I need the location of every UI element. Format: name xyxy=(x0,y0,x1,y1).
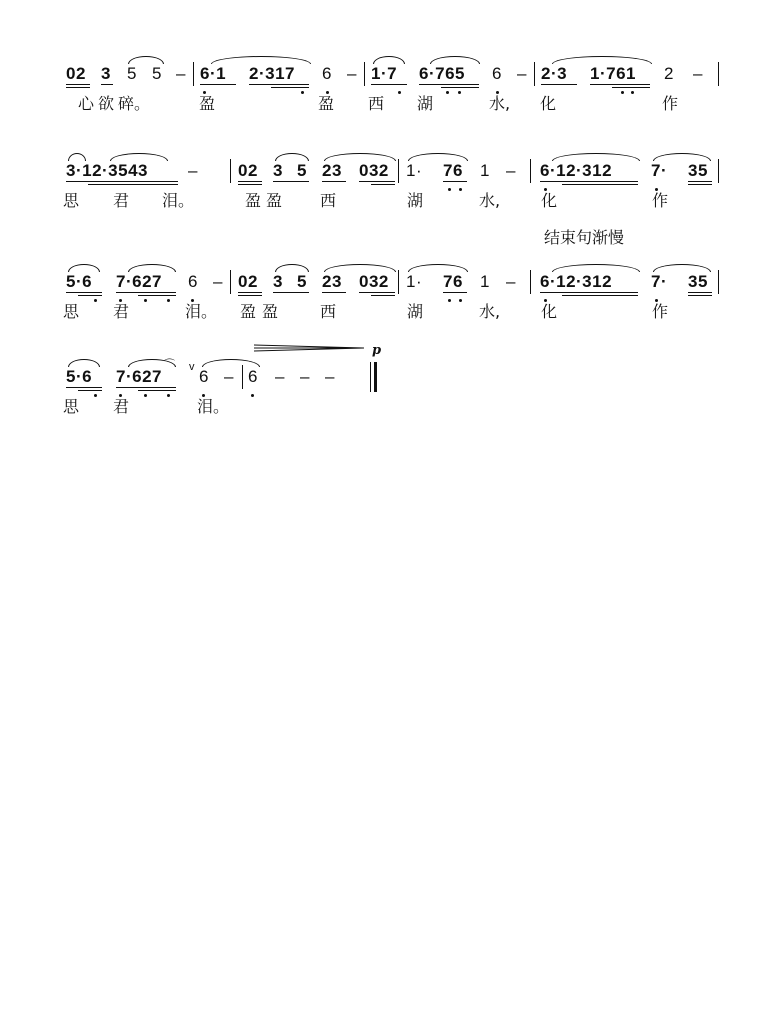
lyric: 泪。 xyxy=(185,302,218,321)
lyric: 盈 xyxy=(240,302,257,321)
fermata-icon: ⌒ xyxy=(164,359,175,371)
beam xyxy=(101,84,113,85)
beam xyxy=(562,295,638,296)
slur xyxy=(408,264,468,272)
octave-dot xyxy=(446,91,449,94)
dash: – xyxy=(325,367,335,386)
note: 6 xyxy=(248,367,258,386)
octave-dot xyxy=(94,394,97,397)
octave-dot xyxy=(144,394,147,397)
slur xyxy=(68,153,86,161)
lyric: 盈 xyxy=(318,94,335,113)
note: 6·765 xyxy=(419,64,465,83)
octave-dot xyxy=(167,394,170,397)
beam xyxy=(238,295,262,296)
dash: – xyxy=(300,367,310,386)
barline xyxy=(398,159,399,183)
lyric: 水, xyxy=(489,94,511,113)
beam xyxy=(419,84,479,85)
note: 3·12·3543 xyxy=(66,161,149,180)
lyric: 水, xyxy=(479,191,501,210)
note: 23 xyxy=(322,272,342,291)
beam xyxy=(541,84,577,85)
slur xyxy=(373,56,405,64)
beam xyxy=(138,390,176,391)
beam xyxy=(273,292,309,293)
lyric: 思 xyxy=(63,302,80,321)
lyric: 化 xyxy=(540,94,557,113)
beam xyxy=(66,87,90,88)
beam xyxy=(359,181,395,182)
octave-dot xyxy=(251,394,254,397)
beam xyxy=(271,87,309,88)
dash: – xyxy=(506,161,516,180)
beam xyxy=(443,292,467,293)
beam xyxy=(66,181,178,182)
beam xyxy=(540,181,638,182)
note: 5 xyxy=(152,64,162,83)
lyric: 盈 xyxy=(245,191,262,210)
lyric: 思 xyxy=(63,191,80,210)
dash: – xyxy=(506,272,516,291)
dash: – xyxy=(176,64,186,83)
barline xyxy=(718,62,719,86)
note: 3 xyxy=(101,64,111,83)
lyric: 思 xyxy=(63,397,80,416)
note: 1· xyxy=(406,161,423,180)
barline xyxy=(193,62,194,86)
barline xyxy=(530,159,531,183)
octave-dot xyxy=(458,91,461,94)
note: 35 xyxy=(688,272,708,291)
beam xyxy=(238,292,262,293)
lyric: 君 xyxy=(113,191,130,210)
note: 35 xyxy=(688,161,708,180)
lyric: 作 xyxy=(652,302,669,321)
lyric: 盈 xyxy=(262,302,279,321)
lyric: 西 xyxy=(368,94,385,113)
beam xyxy=(273,181,309,182)
beam xyxy=(371,84,407,85)
note: 032 xyxy=(359,272,389,291)
lyric: 湖 xyxy=(417,94,434,113)
note: 02 xyxy=(238,272,258,291)
dash: – xyxy=(347,64,357,83)
final-barline-thick xyxy=(374,362,377,392)
note: 1·7 xyxy=(371,64,398,83)
slur xyxy=(552,264,640,272)
dash: – xyxy=(213,272,223,291)
beam xyxy=(322,292,346,293)
barline xyxy=(364,62,365,86)
beam xyxy=(238,184,262,185)
note: 6 xyxy=(188,272,198,291)
lyric: 盈 xyxy=(266,191,283,210)
note: 6·12·312 xyxy=(540,161,613,180)
dash: – xyxy=(224,367,234,386)
octave-dot xyxy=(398,91,401,94)
dash: – xyxy=(693,64,703,83)
slur xyxy=(653,264,711,272)
slur xyxy=(275,153,309,161)
lyric: 泪。 xyxy=(197,397,230,416)
final-barline-thin xyxy=(370,362,371,392)
barline xyxy=(230,159,231,183)
beam xyxy=(688,292,712,293)
lyric: 君 xyxy=(113,302,130,321)
lyric: 碎。 xyxy=(118,94,151,113)
slur xyxy=(408,153,468,161)
beam xyxy=(359,292,395,293)
octave-dot xyxy=(301,91,304,94)
slur xyxy=(68,359,100,367)
slur xyxy=(552,153,640,161)
note: 76 xyxy=(443,272,463,291)
lyric: 湖 xyxy=(407,191,424,210)
note: 1·761 xyxy=(590,64,636,83)
octave-dot xyxy=(94,299,97,302)
beam xyxy=(612,87,650,88)
barline xyxy=(530,270,531,294)
beam xyxy=(688,295,712,296)
dash: – xyxy=(275,367,285,386)
note: 032 xyxy=(359,161,389,180)
beam xyxy=(562,184,638,185)
barline xyxy=(398,270,399,294)
note: 76 xyxy=(443,161,463,180)
note: 02 xyxy=(238,161,258,180)
barline xyxy=(534,62,535,86)
lyric: 水, xyxy=(479,302,501,321)
barline xyxy=(718,159,719,183)
note: 3 xyxy=(273,272,283,291)
note: 7·627 xyxy=(116,272,162,291)
note: 5·6 xyxy=(66,367,93,386)
note: 23 xyxy=(322,161,342,180)
beam xyxy=(200,84,236,85)
beam xyxy=(66,84,90,85)
slur xyxy=(324,153,396,161)
lyric: 泪。 xyxy=(162,191,195,210)
octave-dot xyxy=(167,299,170,302)
beam xyxy=(66,292,102,293)
beam xyxy=(688,181,712,182)
note: 6 xyxy=(199,367,209,386)
note: 2 xyxy=(664,64,674,83)
barline xyxy=(718,270,719,294)
beam xyxy=(78,295,102,296)
lyric: 作 xyxy=(662,94,679,113)
lyric: 化 xyxy=(541,302,558,321)
slur xyxy=(275,264,309,272)
lyric: 化 xyxy=(541,191,558,210)
beam xyxy=(138,295,176,296)
octave-dot xyxy=(459,188,462,191)
dash: – xyxy=(188,161,198,180)
note: 6 xyxy=(322,64,332,83)
note: 7· xyxy=(651,161,668,180)
lyric: 盈 xyxy=(199,94,216,113)
breath-mark: v xyxy=(189,361,195,373)
tempo-annotation: 结束句渐慢 xyxy=(544,228,625,247)
beam xyxy=(443,181,467,182)
beam xyxy=(238,181,262,182)
note: 7· xyxy=(651,272,668,291)
diminuendo-hairpin xyxy=(254,342,366,354)
slur xyxy=(552,56,652,64)
note: 6 xyxy=(492,64,502,83)
beam xyxy=(540,292,638,293)
lyric: 君 xyxy=(113,397,130,416)
beam xyxy=(590,84,650,85)
lyric: 西 xyxy=(320,191,337,210)
lyric: 欲 xyxy=(98,94,115,113)
lyric: 心 xyxy=(78,94,95,113)
octave-dot xyxy=(459,299,462,302)
note: 2·317 xyxy=(249,64,295,83)
tie xyxy=(202,359,260,367)
beam xyxy=(441,87,479,88)
note: 5 xyxy=(297,272,307,291)
beam xyxy=(371,295,395,296)
beam xyxy=(66,387,102,388)
barline xyxy=(230,270,231,294)
beam xyxy=(371,184,395,185)
slur xyxy=(68,264,100,272)
beam xyxy=(249,84,309,85)
note: 02 xyxy=(66,64,86,83)
note: 5 xyxy=(297,161,307,180)
note: 1· xyxy=(406,272,423,291)
lyric: 湖 xyxy=(407,302,424,321)
note: 6·12·312 xyxy=(540,272,613,291)
note: 5 xyxy=(127,64,137,83)
note: 2·3 xyxy=(541,64,568,83)
slur xyxy=(211,56,311,64)
lyric: 作 xyxy=(652,191,669,210)
beam xyxy=(116,292,176,293)
note: 1 xyxy=(480,161,490,180)
dynamic-marking: p xyxy=(372,343,382,358)
slur xyxy=(324,264,396,272)
octave-dot xyxy=(631,91,634,94)
octave-dot xyxy=(621,91,624,94)
note: 5·6 xyxy=(66,272,93,291)
barline xyxy=(242,365,243,389)
lyric: 西 xyxy=(320,302,337,321)
note: 6·1 xyxy=(200,64,227,83)
octave-dot xyxy=(448,188,451,191)
beam xyxy=(322,181,346,182)
slur xyxy=(110,153,168,161)
note: 1 xyxy=(480,272,490,291)
slur xyxy=(430,56,480,64)
slur xyxy=(653,153,711,161)
note: 3 xyxy=(273,161,283,180)
note: 7·627 xyxy=(116,367,162,386)
octave-dot xyxy=(144,299,147,302)
beam xyxy=(116,387,176,388)
beam xyxy=(78,390,102,391)
octave-dot xyxy=(448,299,451,302)
dash: – xyxy=(517,64,527,83)
beam xyxy=(688,184,712,185)
slur xyxy=(128,264,176,272)
beam xyxy=(88,184,178,185)
slur xyxy=(128,56,164,64)
